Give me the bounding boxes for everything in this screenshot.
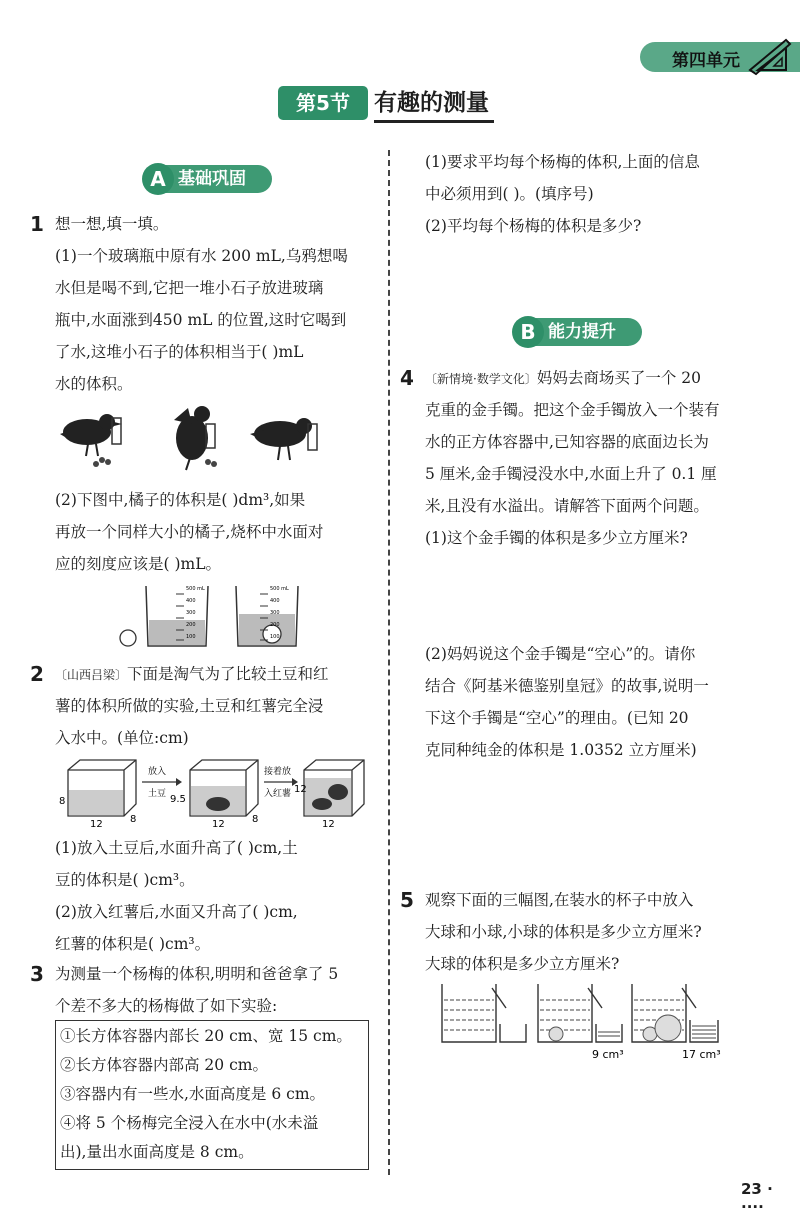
level-b-label: 能力提升 xyxy=(514,318,642,346)
q2-sub-line: (2)放入红薯后,水面又升高了( )cm, xyxy=(55,903,298,921)
beaker-tick: 100 xyxy=(186,634,196,640)
q3-line: 个差不多大的杨梅做了如下实验: xyxy=(55,997,278,1015)
q2-box-figure xyxy=(58,752,368,830)
section-name: 有趣的测量 xyxy=(374,90,489,116)
q4-sub2-line: 下这个手镯是“空心”的理由。(已知 20 xyxy=(425,709,689,727)
q1-p2-line: (2)下图中,橘子的体积是( )dm³,如果 xyxy=(55,491,306,509)
q3-sub-line: 中必须用到( )。(填序号) xyxy=(425,185,594,203)
beaker-tick: 100 xyxy=(270,634,280,640)
beaker-tick: 300 xyxy=(186,610,196,616)
crow-2 xyxy=(174,406,217,470)
beaker-tick: 400 xyxy=(270,598,280,604)
beaker-1 xyxy=(146,586,208,646)
unit-tab xyxy=(640,42,800,72)
q4-line-text: 妈妈去商场买了一个 20 xyxy=(536,369,701,387)
cup-set-1 xyxy=(442,984,526,1042)
column-divider xyxy=(388,150,390,1175)
q2-sub-line: 豆的体积是( )cm³。 xyxy=(55,871,195,889)
q5-number: 5 xyxy=(400,888,414,912)
dim-d: 8 xyxy=(130,814,137,825)
dim-h1: 8 xyxy=(59,796,66,807)
q2-number: 2 xyxy=(30,662,44,686)
q3-number: 3 xyxy=(30,962,44,986)
orange-icon xyxy=(120,630,136,646)
arrow2-line: 接着放 xyxy=(264,767,292,777)
beaker-figure xyxy=(112,580,312,650)
q2-line-text: 下面是淘气为了比较土豆和红 xyxy=(127,665,329,683)
dim-h3: 12 xyxy=(294,784,307,795)
q1-p1-line: 水的体积。 xyxy=(55,375,133,393)
dim-w: 12 xyxy=(322,819,335,830)
q4-number: 4 xyxy=(400,366,414,390)
q3-line: 为测量一个杨梅的体积,明明和爸爸拿了 5 xyxy=(55,965,339,983)
q5-line: 大球和小球,小球的体积是多少立方厘米? xyxy=(425,923,702,941)
beaker-tick: 500 mL xyxy=(186,586,205,592)
q1-number: 1 xyxy=(30,212,44,236)
q3-sub-line: (1)要求平均每个杨梅的体积,上面的信息 xyxy=(425,153,700,171)
box-before xyxy=(59,760,136,830)
q2-line xyxy=(55,664,329,685)
q3-box-line: 出),量出水面高度是 8 cm。 xyxy=(60,1143,254,1161)
crow-1 xyxy=(60,414,122,467)
beaker-tick: 300 xyxy=(270,610,280,616)
q3-box-line: ④将 5 个杨梅完全浸入在水中(水未溢 xyxy=(60,1114,319,1132)
q5-label-big: 17 cm³ xyxy=(682,1048,721,1061)
cup-set-2 xyxy=(538,984,624,1061)
q5-line: 大球的体积是多少立方厘米? xyxy=(425,955,620,973)
crow-3 xyxy=(250,418,317,460)
q5-label-small: 9 cm³ xyxy=(592,1048,624,1061)
q4-tag: 〔新情境·数学文化〕 xyxy=(425,372,537,386)
q1-p2-line: 再放一个同样大小的橘子,烧杯中水面对 xyxy=(55,523,324,541)
q5-cups-figure xyxy=(438,980,728,1068)
box-sweet-potato xyxy=(294,760,364,830)
q4-line: 5 厘米,金手镯浸没水中,水面上升了 0.1 厘 xyxy=(425,465,717,483)
beaker-tick: 500 mL xyxy=(270,586,289,592)
q4-sub2-line: 克同种纯金的体积是 1.0352 立方厘米) xyxy=(425,741,697,759)
q1-p1-line: 水但是喝不到,它把一堆小石子放进玻璃 xyxy=(55,279,324,297)
q2-sub-line: (1)放入土豆后,水面升高了( )cm,土 xyxy=(55,839,298,857)
beaker-2 xyxy=(236,586,298,646)
q3-box-line: ③容器内有一些水,水面高度是 6 cm。 xyxy=(60,1085,326,1103)
q4-sub2-line: (2)妈妈说这个金手镯是“空心”的。请你 xyxy=(425,645,696,663)
dim-w: 12 xyxy=(212,819,225,830)
q1-p1-line: 瓶中,水面涨到450 mL 的位置,这时它喝到 xyxy=(55,311,347,329)
q3-box-line: ②长方体容器内部高 20 cm。 xyxy=(60,1056,268,1074)
arrow-2 xyxy=(264,765,298,799)
box-potato xyxy=(170,760,258,830)
q4-sub2-line: 结合《阿基米德鉴别皇冠》的故事,说明一 xyxy=(425,677,709,695)
dim-h2: 9.5 xyxy=(170,794,186,805)
q3-box-line: ①长方体容器内部长 20 cm、宽 15 cm。 xyxy=(60,1027,352,1045)
q1-stem: 想一想,填一填。 xyxy=(55,215,169,233)
q2-tag: 〔山西吕梁〕 xyxy=(55,668,128,682)
q2-line: 入水中。(单位:cm) xyxy=(55,729,189,747)
q1-p1-line: (1)一个玻璃瓶中原有水 200 mL,乌鸦想喝 xyxy=(55,247,348,265)
q4-line: 米,且没有水溢出。请解答下面两个问题。 xyxy=(425,497,709,515)
beaker-tick: 200 xyxy=(186,622,196,628)
q1-p1-line: 了水,这堆小石子的体积相当于( )mL xyxy=(55,343,304,361)
q4-line: (1)这个金手镯的体积是多少立方厘米? xyxy=(425,529,688,547)
q4-line: 克重的金手镯。把这个金手镯放入一个装有 xyxy=(425,401,720,419)
beaker-tick: 400 xyxy=(186,598,196,604)
section-underline xyxy=(374,120,494,123)
dim-w: 12 xyxy=(90,819,103,830)
crow-illustration xyxy=(52,400,352,480)
arrow1-line: 放入 xyxy=(148,767,167,777)
q1-p2-line: 应的刻度应该是( )mL。 xyxy=(55,555,222,573)
ruler-pencil-icon xyxy=(746,36,796,76)
q2-sub-line: 红薯的体积是( )cm³。 xyxy=(55,935,211,953)
beaker-tick: 200 xyxy=(270,622,280,628)
arrow1-line: 土豆 xyxy=(148,789,167,799)
level-a-label: 基础巩固 xyxy=(144,165,272,193)
level-b-letter: B xyxy=(512,316,544,348)
q2-line: 薯的体积所做的实验,土豆和红薯完全浸 xyxy=(55,697,324,715)
unit-label: 第四单元 xyxy=(672,51,740,71)
q4-line xyxy=(425,368,701,389)
level-a-letter: A xyxy=(142,163,174,195)
q3-sub-line: (2)平均每个杨梅的体积是多少? xyxy=(425,217,642,235)
page-number: 23 · ···· xyxy=(741,1180,773,1216)
q4-line: 水的正方体容器中,已知容器的底面边长为 xyxy=(425,433,709,451)
arrow2-line: 入红薯 xyxy=(264,789,292,799)
q5-line: 观察下面的三幅图,在装水的杯子中放入 xyxy=(425,891,694,909)
dim-d: 8 xyxy=(252,814,259,825)
cup-set-3 xyxy=(632,984,721,1061)
section-badge: 第5节 xyxy=(278,86,368,120)
